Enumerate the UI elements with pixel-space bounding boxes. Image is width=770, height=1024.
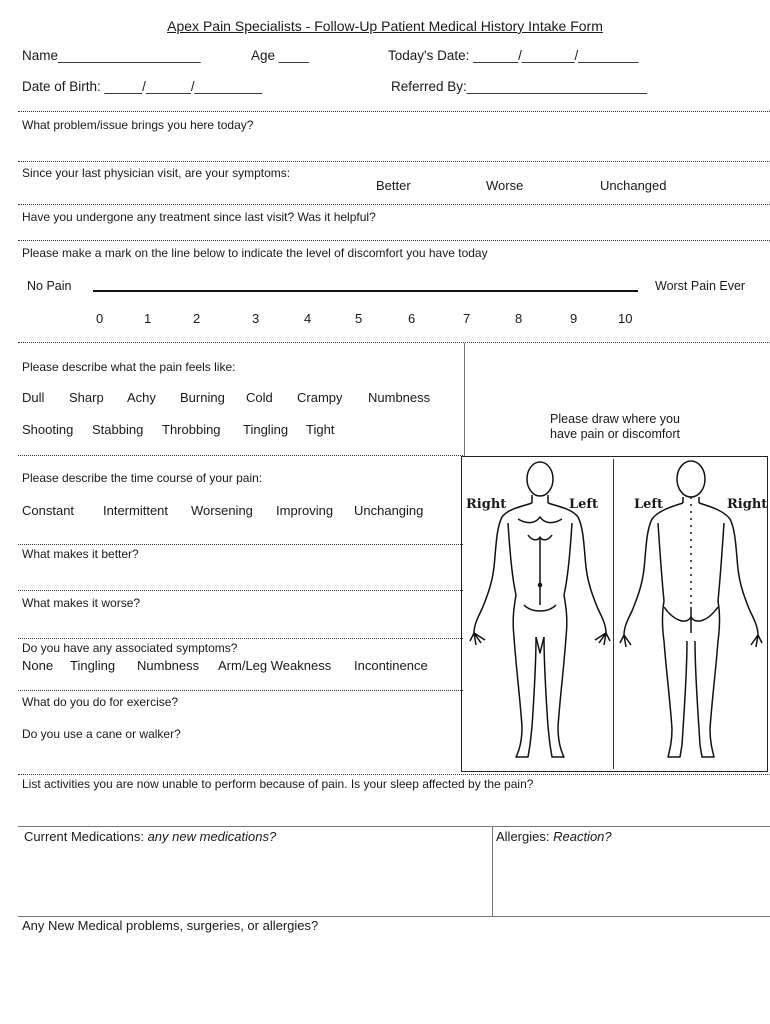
diagram-instruction-line: Please draw where you (550, 412, 680, 426)
pain-tick: 4 (304, 311, 312, 326)
associated-tingling[interactable]: Tingling (70, 658, 116, 673)
divider (18, 690, 463, 691)
better-question: What makes it better? (22, 547, 139, 561)
cane-question: Do you use a cane or walker? (22, 727, 181, 741)
diagram-instruction-line: have pain or discomfort (550, 427, 680, 441)
pain-tick: 1 (144, 311, 152, 326)
associated-question: Do you have any associated symptoms? (22, 641, 238, 655)
worst-pain-label: Worst Pain Ever (655, 279, 746, 293)
quality-crampy[interactable]: Crampy (297, 390, 343, 405)
pain-tick: 3 (252, 311, 260, 326)
symptom-option-worse[interactable]: Worse (486, 178, 524, 193)
discomfort-question: Please make a mark on the line below to indicate the level of discomfort you have today (22, 246, 488, 260)
quality-cold[interactable]: Cold (246, 390, 273, 405)
pain-tick: 2 (193, 311, 201, 326)
divider (18, 455, 463, 456)
date-of-birth-field[interactable]: Date of Birth: _____/______/_________ (22, 79, 263, 94)
divider (18, 240, 770, 241)
pain-tick: 6 (408, 311, 416, 326)
divider (18, 544, 463, 545)
pain-feels-question: Please describe what the pain feels like: (22, 360, 236, 374)
worse-question: What makes it worse? (22, 596, 141, 610)
allergies-label-group (496, 829, 612, 844)
associated-none[interactable]: None (22, 658, 54, 673)
time-course-question: Please describe the time course of your pain: (22, 471, 263, 485)
divider (18, 204, 770, 205)
pain-tick: 8 (515, 311, 523, 326)
quality-tight[interactable]: Tight (306, 422, 335, 437)
divider (18, 161, 770, 162)
front-left-label: Left (569, 497, 599, 512)
quality-numbness[interactable]: Numbness (368, 390, 431, 405)
symptoms-question: Since your last physician visit, are your symptoms: (22, 166, 291, 180)
back-left-label: Left (634, 497, 664, 512)
associated-arm-leg-weakness[interactable]: Arm/Leg Weakness (218, 658, 332, 673)
no-pain-label: No Pain (27, 279, 72, 293)
exercise-question: What do you do for exercise? (22, 695, 179, 709)
divider (18, 590, 463, 591)
body-diagram[interactable] (461, 456, 768, 772)
divider (18, 342, 770, 343)
diagram-instructions (465, 412, 765, 442)
body-front-figure (462, 457, 612, 771)
allergies-label: Allergies: (496, 829, 550, 844)
course-constant[interactable]: Constant (22, 503, 75, 518)
allergies-prompt: Reaction? (553, 829, 612, 844)
quality-dull[interactable]: Dull (22, 390, 45, 405)
course-improving[interactable]: Improving (276, 503, 334, 518)
medications-label: Current Medications: (24, 829, 144, 844)
course-unchanging[interactable]: Unchanging (354, 503, 424, 518)
quality-stabbing[interactable]: Stabbing (92, 422, 144, 437)
quality-throbbing[interactable]: Throbbing (162, 422, 221, 437)
front-right-label: Right (466, 497, 507, 512)
age-field[interactable]: Age ____ (251, 48, 309, 63)
divider (18, 774, 770, 775)
quality-sharp[interactable]: Sharp (69, 390, 104, 405)
associated-incontinence[interactable]: Incontinence (354, 658, 428, 673)
pain-scale-line[interactable] (93, 290, 638, 292)
symptom-option-unchanged[interactable]: Unchanged (600, 178, 667, 193)
pain-tick: 10 (618, 311, 633, 326)
pain-tick: 5 (355, 311, 363, 326)
activities-question: List activities you are now unable to perform because of pain. Is your sleep affected by the pain? (22, 777, 534, 791)
back-right-label: Right (727, 497, 768, 512)
referred-by-field[interactable]: Referred By:________________________ (391, 79, 647, 94)
divider (18, 916, 770, 917)
quality-burning[interactable]: Burning (180, 390, 225, 405)
pain-tick: 7 (463, 311, 471, 326)
associated-numbness[interactable]: Numbness (137, 658, 200, 673)
treatment-question: Have you undergone any treatment since last visit? Was it helpful? (22, 210, 376, 224)
divider (18, 826, 770, 827)
course-worsening[interactable]: Worsening (191, 503, 253, 518)
pain-tick: 0 (96, 311, 104, 326)
form-title: Apex Pain Specialists - Follow-Up Patient Medical History Intake Form (167, 18, 603, 34)
pain-tick: 9 (570, 311, 578, 326)
divider (18, 638, 463, 639)
course-intermittent[interactable]: Intermittent (103, 503, 169, 518)
quality-achy[interactable]: Achy (127, 390, 156, 405)
quality-shooting[interactable]: Shooting (22, 422, 74, 437)
symptom-option-better[interactable]: Better (376, 178, 411, 193)
body-back-figure (614, 457, 768, 771)
medications-prompt: any new medications? (147, 829, 277, 844)
todays-date-field[interactable]: Today's Date: ______/_______/________ (388, 48, 639, 63)
new-problems-question: Any New Medical problems, surgeries, or allergies? (22, 918, 319, 933)
divider (18, 111, 770, 112)
medications-allergies-divider (492, 826, 493, 916)
medications-label-group (24, 829, 276, 844)
quality-tingling[interactable]: Tingling (243, 422, 289, 437)
problem-question: What problem/issue brings you here today? (22, 118, 254, 132)
name-field[interactable]: Name___________________ (22, 48, 201, 63)
